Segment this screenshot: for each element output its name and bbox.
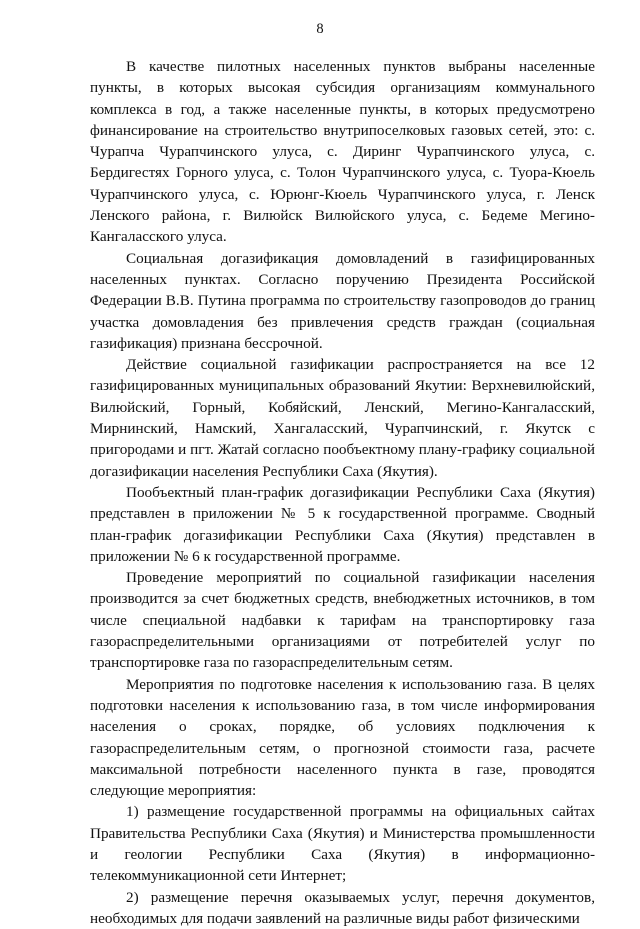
paragraph-funding: Проведение мероприятий по социальной газификации населения производится за счет бюджетных средств, внебюджетных источников, в том числе специальной надбавки к тарифам на транспортировку газа газораспределительными организациями от потребителей услуг по транспортировке газа по газораспределительным сетям. (90, 569, 595, 672)
list-item-1: 1) размещение государственной программы на официальных сайтах Правительства Республики Саха (Якутия) и Министерства промышленности и геологии Республики Саха (Якутия) в информационно-телекоммуникационной сети Интернет; (90, 803, 595, 885)
paragraph-social-gasification: Социальная догазификация домовладений в газифицированных населенных пунктах. Согласно поручению Президента Российской Федерации В.В. Путина программа по строительству газопроводов до границ участка домовладения без привлечения средств граждан (социальная газификация) признана бессрочной. (90, 249, 595, 352)
page-number: 8 (316, 21, 324, 37)
paragraph-population-preparation: Мероприятия по подготовке населения к использованию газа. В целях подготовки населения к использованию газа, в том числе информирования населения о сроках, порядке, об условиях подключения к газораспределительным сетям, о прогнозной стоимости газа, расчете максимальной потребности населенного пункта в газе, проводятся следующие мероприятия: (90, 675, 595, 800)
paragraph-schedule: Пообъектный план-график догазификации Республики Саха (Якутия) представлен в приложении № 5 к государственной программе. Сводный план-график догазификации Республики Саха (Якутия) представлен в приложении № 6 к государственной программе. (90, 483, 595, 565)
paragraph-municipalities: Действие социальной газификации распространяется на все 12 газифицированных муниципальных образований Якутии: Верхневилюйский, Вилюйский, Горный, Кобяйский, Ленский, Мегино-Кангаласский, Мирнинский, Намский, Хангаласский, Чурапчинский, г. Якутск с пригородами и пгт. Жатай согласно пообъектному плану-графику социальной догазификации населения Республики Саха (Якутия). (90, 356, 595, 480)
document-body (90, 56, 595, 929)
list-item-2: 2) размещение перечня оказываемых услуг, перечня документов, необходимых для подачи заявлений на различные виды работ физическими (90, 888, 595, 927)
paragraph-pilot-settlements: В качестве пилотных населенных пунктов выбраны населенные пункты, в которых высокая субсидия организациям коммунального комплекса в год, а также населенные пункты, в которых предусмотрено финансирование на строительство внутрипоселковых газовых сетей, это: с. Чурапча Чурапчинского улуса, с. Диринг Чурапчинского улуса, с. Бердигестях Горного улуса, с. Толон Чурапчинского улуса, с. Туора-Кюель Чурапчинского улуса, с. Юрюнг-Кюель Чурапчинского улуса, г. Ленск Ленского района, г. Вилюйск Вилюйского улуса, с. Бедеме Мегино-Кангаласского улуса. (90, 58, 595, 246)
